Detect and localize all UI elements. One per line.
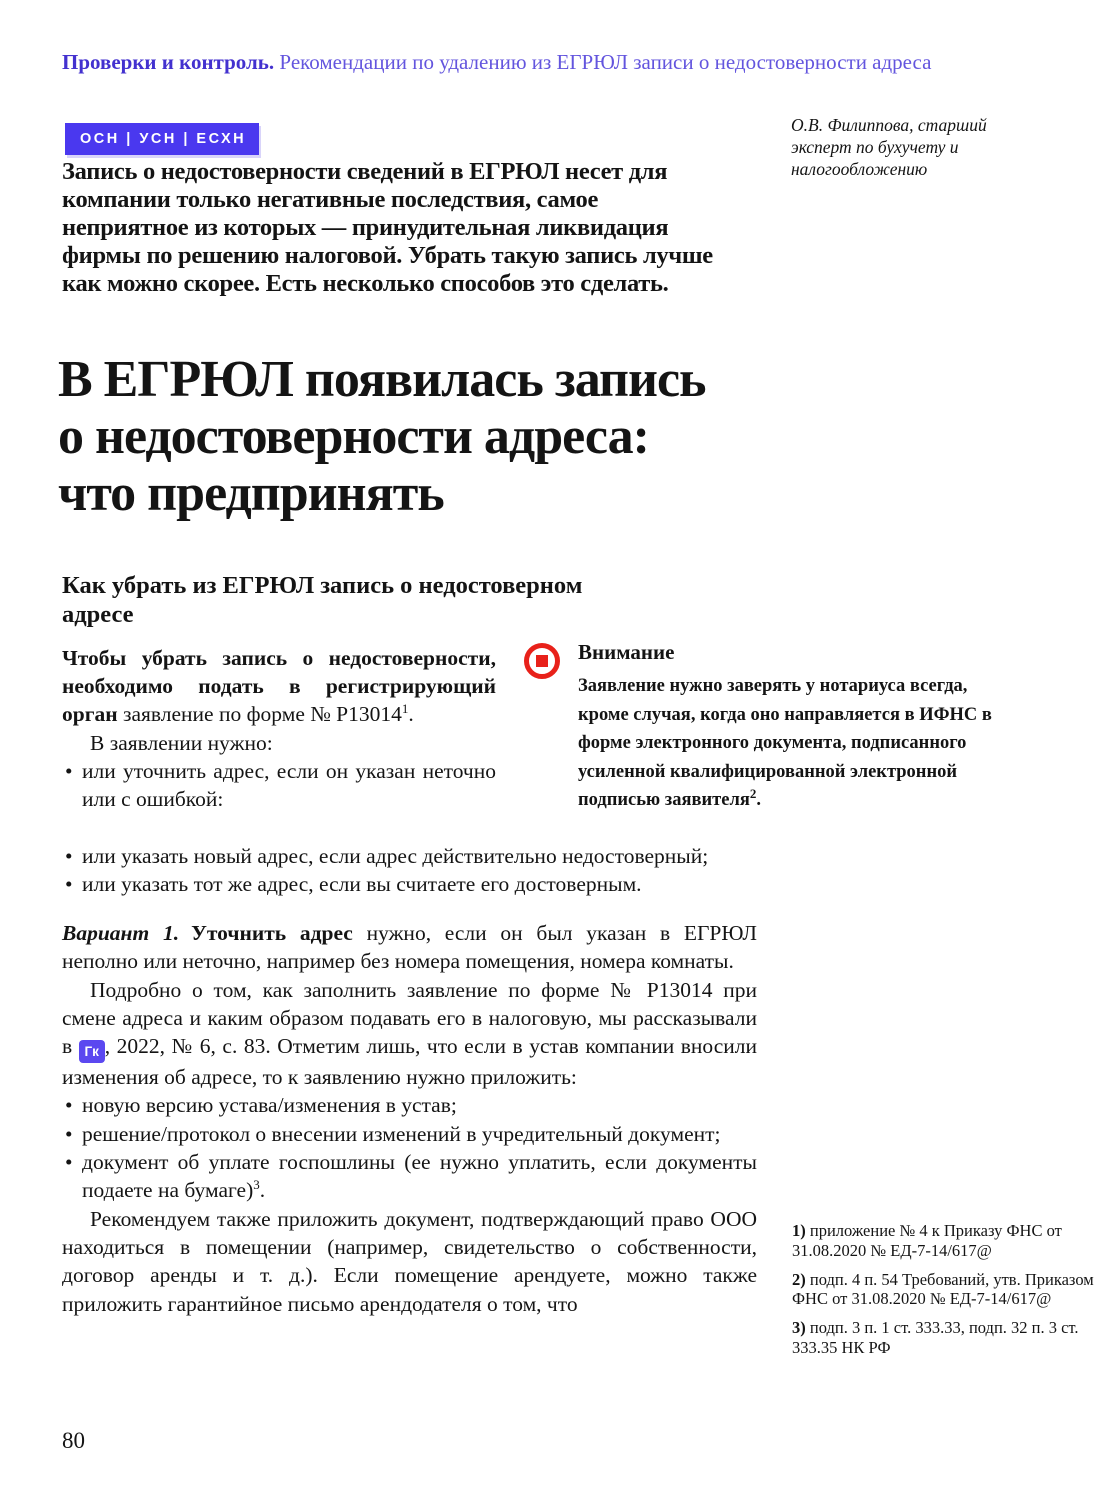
address-options-list bbox=[62, 842, 767, 898]
gk-magazine-reference-icon[interactable]: Гк bbox=[79, 1040, 105, 1063]
footnote bbox=[792, 1221, 1094, 1261]
variant-1-label: Вариант 1. bbox=[62, 921, 180, 945]
rubric-topic: Рекомендации по удалению из ЕГРЮЛ записи о недостоверности адреса bbox=[279, 50, 932, 74]
list-item: • или указать тот же адрес, если вы считаете его достоверным. bbox=[62, 870, 767, 898]
attention-body: Заявление нужно заверять у нотариуса всегда, кроме случая, когда оно направляется в ИФНС в форме электронного документа, подписанного усиленной квалифицированной электронной подписью заявителя bbox=[578, 676, 992, 811]
variant-1-text: нужно, если он был указан в ЕГРЮЛ неполно или неточно, например без номера помещения, номера комнаты. bbox=[62, 921, 758, 974]
section-heading-line: адресе bbox=[62, 601, 134, 628]
list-item bbox=[62, 1148, 757, 1205]
attention-box bbox=[524, 640, 1018, 815]
variant-1-section bbox=[62, 919, 757, 1318]
attention-icon bbox=[524, 643, 560, 679]
article-title bbox=[58, 351, 706, 522]
footnote-text: подп. 3 п. 1 ст. 333.33, подп. 32 п. 3 ст. 333.35 НК РФ bbox=[792, 1318, 1079, 1357]
footnotes-sidebar bbox=[792, 1221, 1094, 1367]
list-intro: В заявлении нужно: bbox=[90, 730, 273, 755]
tax-regime-badge: ОСН | УСН | ЕСХН bbox=[65, 123, 259, 155]
footnote-marker: 1) bbox=[792, 1221, 806, 1240]
attention-text bbox=[578, 672, 1018, 815]
intro-period: . bbox=[408, 702, 414, 727]
list-item: • или уточнить адрес, если он указан неточно или с ошибкой: bbox=[62, 757, 496, 813]
section-heading bbox=[62, 571, 762, 629]
list-item bbox=[62, 1091, 757, 1119]
paragraph-before-gk: Подробно о том, как заполнить заявление по форме № Р13014 при смене адреса и каким образом подавать его в налоговую, мы рассказывали в bbox=[62, 977, 757, 1059]
recommendation-paragraph: Рекомендуем также приложить документ, подтверждающий право ООО находиться в помещении (например, свидетельство о собственности, договор аренды и т. д.). Если помещение арендуете, можно также приложить гарантийное письмо арендодателя о том, что bbox=[62, 1206, 757, 1316]
article-title-line: что предпринять bbox=[58, 465, 444, 522]
attention-period: . bbox=[756, 790, 761, 811]
attachment-text: документ об уплате госпошлины (ее нужно уплатить, если документы подаете на бумаге) bbox=[82, 1150, 757, 1203]
intro-regular-text: заявление по форме № Р13014 bbox=[117, 702, 402, 727]
footnote-ref-2: 2 bbox=[749, 786, 757, 802]
footnote-marker: 2) bbox=[792, 1269, 806, 1289]
attention-title: Внимание bbox=[578, 640, 675, 664]
paragraph-after-gk: , 2022, № 6, с. 83. Отметим лишь, что если в устав компании вносили изменения об адресе, то к заявлению нужно приложить: bbox=[62, 1034, 758, 1090]
footnote-ref-3: 3 bbox=[253, 1177, 260, 1193]
lead-paragraph: Запись о недостоверности сведений в ЕГРЮЛ несет для компании только негативные последствия, самое неприятное из которых — принудительная ликвидация фирмы по решению налоговой. Убрать такую запись лучше как можно скорее. Есть несколько способов это сделать. bbox=[62, 158, 713, 297]
rubric-title: Проверки и контроль. bbox=[62, 50, 275, 74]
author-byline: О.В. Филиппова, старший эксперт по бухучету и налогообложению bbox=[791, 115, 987, 179]
article-title-line: о недостоверности адреса: bbox=[58, 408, 649, 465]
footnote-text: приложение № 4 к Приказу ФНС от 31.08.2020 № ЕД-7-14/617@ bbox=[792, 1221, 1062, 1260]
section-heading-line: Как убрать из ЕГРЮЛ запись о недостоверном bbox=[62, 572, 583, 599]
intro-column bbox=[62, 644, 496, 813]
variant-1-bold: Уточнить адрес bbox=[191, 921, 353, 945]
footnote-marker: 3) bbox=[792, 1318, 806, 1338]
attachment-tail: . bbox=[259, 1178, 266, 1203]
intro-bold-text: Чтобы убрать запись о недостоверности, необходимо подать в регистрирующий орган bbox=[62, 646, 496, 727]
footnote bbox=[792, 1318, 1094, 1358]
form-filling-paragraph bbox=[62, 976, 757, 1092]
list-item bbox=[62, 1120, 757, 1148]
attachment-text: решение/протокол о внесении изменений в учредительный документ; bbox=[82, 1121, 721, 1146]
article-title-line: В ЕГРЮЛ появилась запись bbox=[58, 351, 706, 408]
page-number: 80 bbox=[62, 1428, 85, 1453]
running-head bbox=[62, 50, 931, 75]
footnote-ref-1: 1 bbox=[401, 701, 409, 717]
variant-1-paragraph bbox=[62, 919, 757, 976]
intro-paragraph bbox=[62, 644, 496, 729]
attachment-text: новую версию устава/изменения в устав; bbox=[82, 1093, 457, 1118]
footnote-text: подп. 4 п. 54 Требований, утв. Приказом ФНС от 31.08.2020 № ЕД-7-14/617@ bbox=[792, 1269, 1094, 1309]
attention-icon-square bbox=[536, 655, 548, 667]
footnote bbox=[792, 1270, 1094, 1310]
list-item: • или указать новый адрес, если адрес действительно недостоверный; bbox=[62, 842, 767, 870]
